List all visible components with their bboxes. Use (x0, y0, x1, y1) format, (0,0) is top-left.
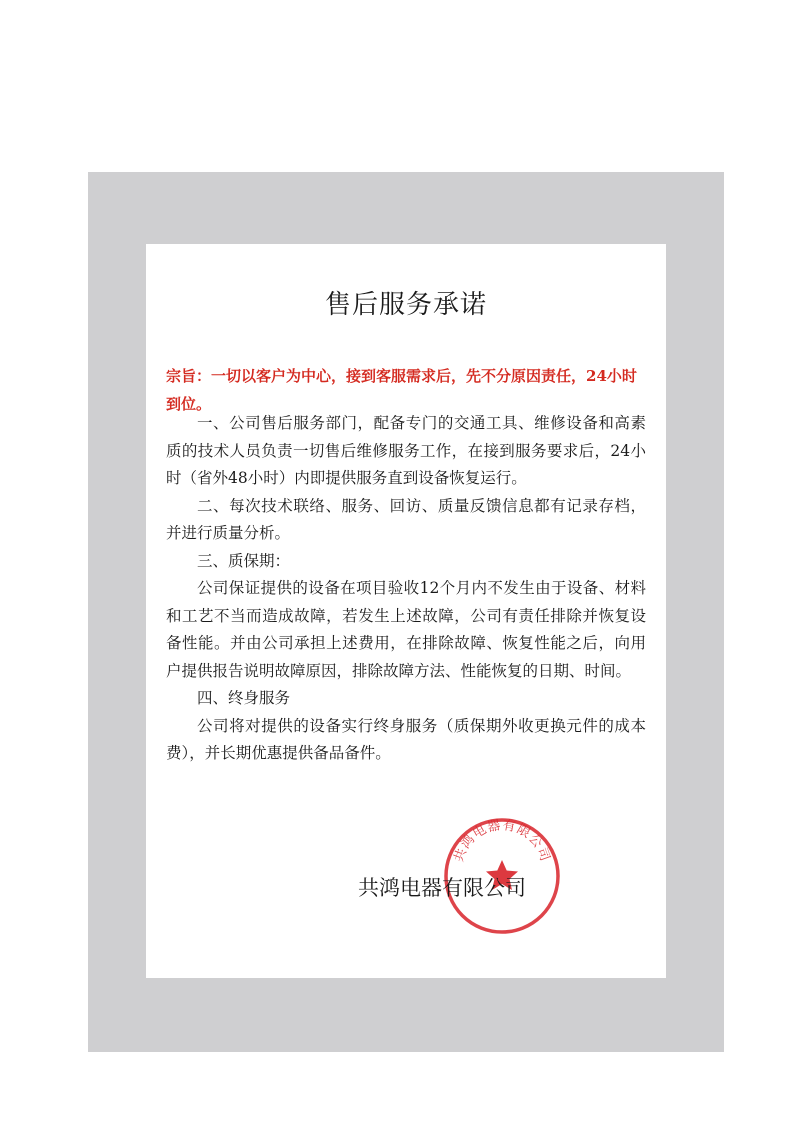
paragraph-2: 二、每次技术联络、服务、回访、质量反馈信息都有记录存档，并进行质量分析。 (166, 496, 646, 542)
paragraph-4-heading: 四、终身服务 (197, 689, 291, 707)
document-title: 售后服务承诺 (324, 290, 487, 320)
svg-text:共鸿电器有限公司: 共鸿电器有限公司 (451, 818, 553, 865)
paragraph-3-heading: 三、质保期： (197, 551, 291, 570)
service-motto: 宗旨：一切以客户为中心，接到客服需求后，先不分原因责任，24小时到位。 (166, 367, 637, 413)
company-signature: 共鸿电器有限公司 (358, 876, 526, 900)
document-page (146, 244, 666, 978)
paragraph-1: 一、公司售后服务部门，配备专门的交通工具、维修设备和高素质的技术人员负责一切售后维修服务工作，在接到服务要求后，24小时（省外48小时）内即提供服务直到设备恢复运行。 (166, 414, 646, 487)
document-body (166, 410, 646, 768)
paragraph-4-body: 公司将对提供的设备实行终身服务（质保期外收更换元件的成本费），并长期优惠提供备品备件。 (166, 716, 646, 762)
paragraph-3-body: 公司保证提供的设备在项目验收12个月内不发生由于设备、材料和工艺不当而造成故障，若发生上述故障，公司有责任排除并恢复设备性能。并由公司承担上述费用，在排除故障、恢复性能之后，向用户提供报告说明故障原因，排除故障方法、性能恢复的日期、时间。 (166, 579, 646, 680)
